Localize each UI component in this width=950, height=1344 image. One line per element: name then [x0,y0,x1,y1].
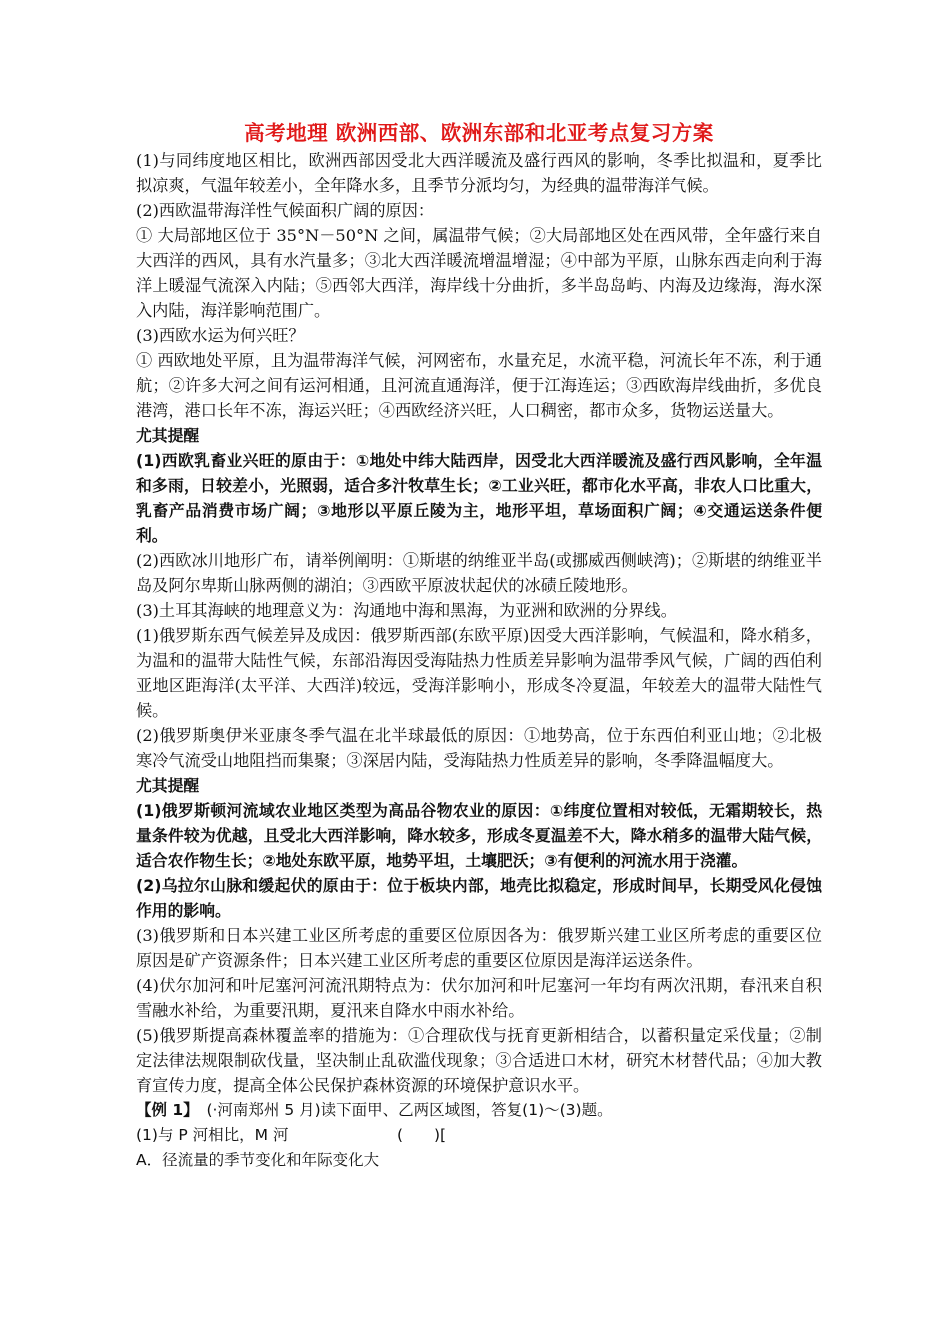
special-reminder-heading-2: 尤其提醒 [136,776,200,795]
paragraph-5: ① 西欧地处平原，且为温带海洋气候，河网密布，水量充足，水流平稳，河流长年不冻，利于通航；②许多大河之间有运河相通，且河流直通海洋，便于江海连运；③西欧海岸线曲折，多优良港湾，港口长年不冻，海运兴旺；④西欧经济兴旺，人口稠密，都市众多，货物运送量大。 [136,351,822,420]
paragraph-7: (1)西欧乳畜业兴旺的原由于：①地处中纬大陆西岸，因受北大西洋暖流及盛行西风影响，全年温和多雨，日较差小，光照弱，适合多汁牧草生长；②工业兴旺，都市化水平高，非农人口比重大，乳畜产品消费市场广阔；③地形以平原丘陵为主，地形平坦，草场面积广阔；④交通运送条件便利。 [136,451,822,545]
paragraph-1: (1)与同纬度地区相比，欧洲西部因受北大西洋暖流及盛行西风的影响，冬季比拟温和，夏季比拟凉爽，气温年较差小，全年降水多，且季节分派均匀，为经典的温带海洋气候。 [136,151,822,195]
example-source: (·河南郑州 5 月)读下面甲、乙两区域图，答复(1)～(3)题。 [190,1101,613,1119]
paragraph-8: (2)西欧冰川地形广布，请举例阐明：①斯堪的纳维亚半岛(或挪威西侧峡湾)；②斯堪的纳维亚半岛及阿尔卑斯山脉两侧的湖泊；③西欧平原波状起伏的冰碛丘陵地形。 [136,551,822,595]
example-label: 【例 1】 [136,1101,191,1119]
paragraph-14: (2)乌拉尔山脉和缓起伏的原由于：位于板块内部，地壳比拟稳定，形成时间早，长期受风化侵蚀作用的影响。 [136,876,822,920]
special-reminder-heading: 尤其提醒 [136,426,200,445]
paragraph-11: (2)俄罗斯奥伊米亚康冬季气温在北半球最低的原因：①地势高，位于东西伯利亚山地；②北极寒冷气流受山地阻挡而集聚；③深居内陆，受海陆热力性质差异的影响，冬季降温幅度大。 [136,726,822,770]
paragraph-17: (5)俄罗斯提高森林覆盖率的措施为：①合理砍伐与抚育更新相结合，以蓄积量定采伐量；②制定法律法规限制砍伐量，坚决制止乱砍滥伐现象；③合适进口木材，研究木材替代品；④加大教育宣传力度，提高全体公民保护森林资源的环境保护意识水平。 [136,1026,822,1095]
paragraph-15: (3)俄罗斯和日本兴建工业区所考虑的重要区位原因各为：俄罗斯兴建工业区所考虑的重要区位原因是矿产资源条件；日本兴建工业区所考虑的重要区位原因是海洋运送条件。 [136,926,822,970]
example-line [136,1098,822,1123]
example-option-a: A．径流量的季节变化和年际变化大 [136,1151,380,1169]
paragraph-13: (1)俄罗斯顿河流域农业地区类型为高品谷物农业的原因：①纬度位置相对较低，无霜期较长，热量条件较为优越，且受北大西洋影响，降水较多，形成冬夏温差不大，降水稍多的温带大陆气候，适合农作物生长；②地处东欧平原，地势平坦，土壤肥沃；③有便利的河流水用于浇灌。 [136,801,822,870]
example-question-1: (1)与 P 河相比，M 河 ( )[ [136,1126,447,1144]
paragraph-10: (1)俄罗斯东西气候差异及成因：俄罗斯西部(东欧平原)因受大西洋影响，气候温和，降水稍多，为温和的温带大陆性气候，东部沿海因受海陆热力性质差异影响为温带季风气候，广阔的西伯利亚地区距海洋(太平洋、大西洋)较远，受海洋影响小，形成冬冷夏温，年较差大的温带大陆性气候。 [136,626,822,720]
paragraph-9: (3)土耳其海峡的地理意义为：沟通地中海和黑海，为亚洲和欧洲的分界线。 [136,601,677,620]
paragraph-4: (3)西欧水运为何兴旺？ [136,326,305,345]
paragraph-16: (4)伏尔加河和叶尼塞河河流汛期特点为：伏尔加河和叶尼塞河一年均有两次汛期，春汛来自积雪融水补给，为重要汛期，夏汛来自降水中雨水补给。 [136,976,822,1020]
document-title: 高考地理 欧洲西部、欧洲东部和北亚考点复习方案 [244,121,714,145]
paragraph-2: (2)西欧温带海洋性气候面积广阔的原因： [136,201,435,220]
document-page [136,118,822,1173]
paragraph-3: ① 大局部地区位于 35°N－50°N 之间，属温带气候；②大局部地区处在西风带，全年盛行来自大西洋的西风，具有水汽量多；③北大西洋暖流增温增湿；④中部为平原，山脉东西走向利于海洋上暖湿气流深入内陆；⑤西邻大西洋，海岸线十分曲折，多半岛岛屿、内海及边缘海，海水深入内陆，海洋影响范围广。 [136,226,822,320]
